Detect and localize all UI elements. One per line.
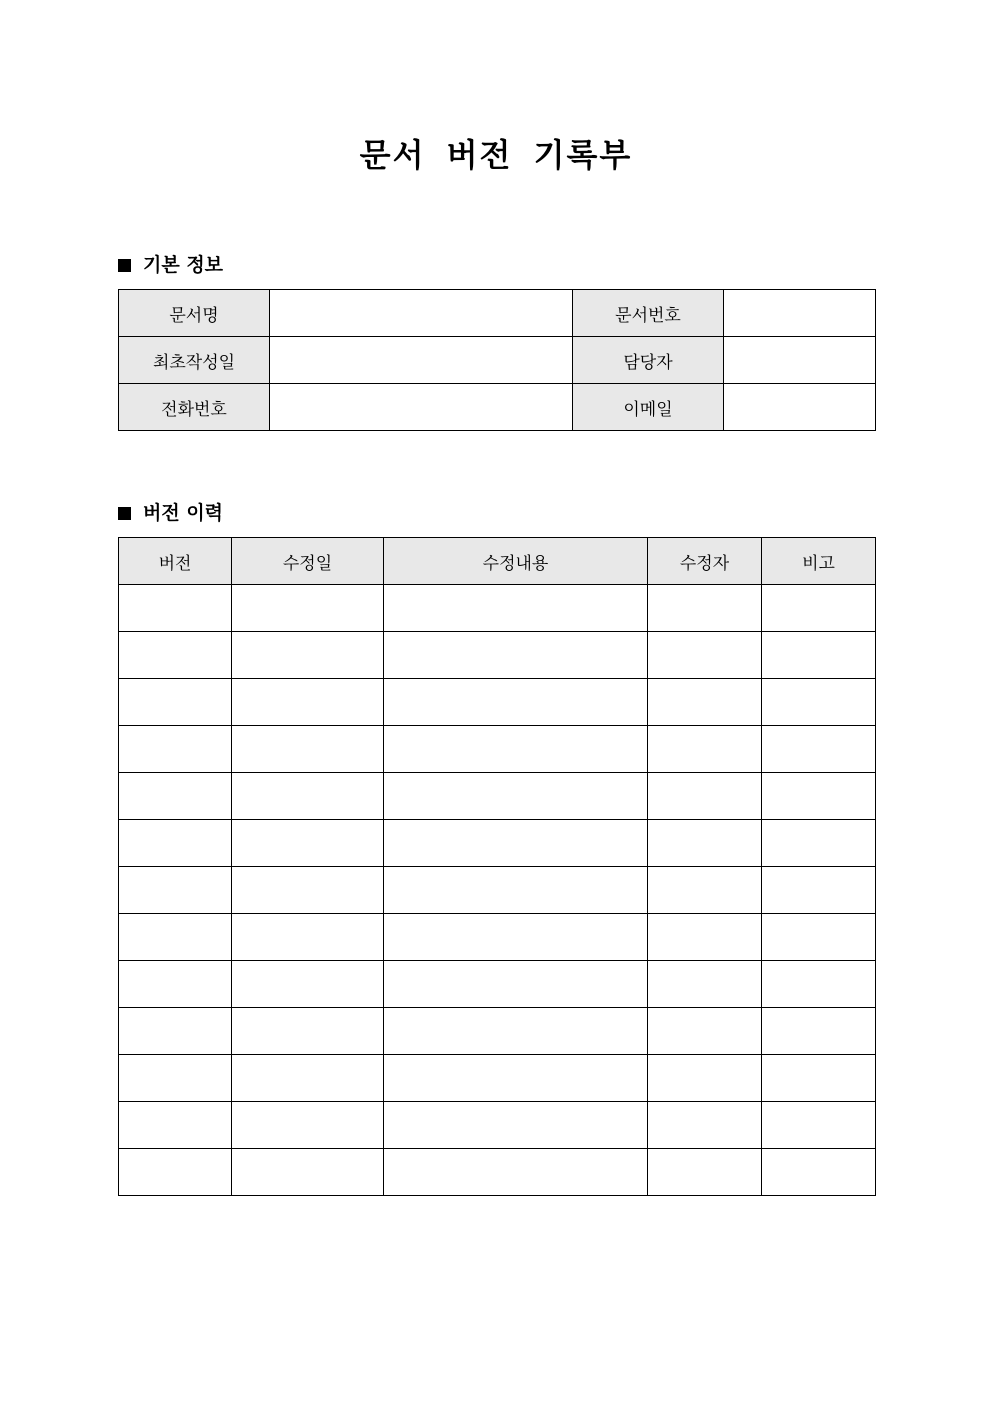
history-cell[interactable] xyxy=(119,773,232,820)
column-header: 수정자 xyxy=(648,538,762,585)
history-cell[interactable] xyxy=(232,1149,384,1196)
info-value-field[interactable] xyxy=(724,290,876,337)
history-cell[interactable] xyxy=(648,585,762,632)
version-history-table xyxy=(118,537,876,1196)
history-cell[interactable] xyxy=(232,961,384,1008)
table-header-row xyxy=(119,538,876,585)
history-cell[interactable] xyxy=(232,726,384,773)
page-title: 문서 버전 기록부 xyxy=(359,136,633,174)
history-cell[interactable] xyxy=(384,1008,648,1055)
section-heading-label: 버전 이력 xyxy=(143,502,224,524)
column-header: 수정내용 xyxy=(384,538,648,585)
history-cell[interactable] xyxy=(119,961,232,1008)
table-row xyxy=(119,1102,876,1149)
history-cell[interactable] xyxy=(384,820,648,867)
history-cell[interactable] xyxy=(762,914,876,961)
info-label: 최초작성일 xyxy=(119,337,270,384)
table-row xyxy=(119,867,876,914)
history-cell[interactable] xyxy=(648,632,762,679)
history-cell[interactable] xyxy=(762,773,876,820)
history-cell[interactable] xyxy=(648,820,762,867)
history-cell[interactable] xyxy=(648,914,762,961)
history-cell[interactable] xyxy=(762,867,876,914)
history-cell[interactable] xyxy=(119,914,232,961)
history-cell[interactable] xyxy=(762,1149,876,1196)
info-value-field[interactable] xyxy=(724,337,876,384)
table-row xyxy=(119,820,876,867)
history-cell[interactable] xyxy=(762,820,876,867)
history-cell[interactable] xyxy=(384,1102,648,1149)
history-cell[interactable] xyxy=(762,679,876,726)
history-cell[interactable] xyxy=(232,1008,384,1055)
info-row xyxy=(119,384,876,431)
table-row xyxy=(119,773,876,820)
history-cell[interactable] xyxy=(762,726,876,773)
history-cell[interactable] xyxy=(384,585,648,632)
info-label: 담당자 xyxy=(573,337,724,384)
info-value-field[interactable] xyxy=(724,384,876,431)
history-cell[interactable] xyxy=(384,773,648,820)
history-cell[interactable] xyxy=(762,1055,876,1102)
history-cell[interactable] xyxy=(232,1055,384,1102)
section-heading-label: 기본 정보 xyxy=(143,254,224,276)
info-row xyxy=(119,337,876,384)
history-cell[interactable] xyxy=(232,773,384,820)
history-cell[interactable] xyxy=(119,726,232,773)
history-cell[interactable] xyxy=(119,1008,232,1055)
history-cell[interactable] xyxy=(384,867,648,914)
info-label: 이메일 xyxy=(573,384,724,431)
square-bullet-icon xyxy=(118,507,131,520)
history-cell[interactable] xyxy=(232,1102,384,1149)
history-cell[interactable] xyxy=(384,961,648,1008)
table-row xyxy=(119,679,876,726)
history-cell[interactable] xyxy=(384,1149,648,1196)
table-row xyxy=(119,632,876,679)
column-header: 버전 xyxy=(119,538,232,585)
history-cell[interactable] xyxy=(648,679,762,726)
table-row xyxy=(119,1149,876,1196)
history-cell[interactable] xyxy=(384,679,648,726)
history-cell[interactable] xyxy=(648,1008,762,1055)
info-label: 전화번호 xyxy=(119,384,270,431)
history-cell[interactable] xyxy=(232,820,384,867)
history-cell[interactable] xyxy=(762,961,876,1008)
info-value-field[interactable] xyxy=(270,337,573,384)
history-cell[interactable] xyxy=(648,726,762,773)
history-cell[interactable] xyxy=(384,632,648,679)
history-cell[interactable] xyxy=(762,1008,876,1055)
history-cell[interactable] xyxy=(119,1149,232,1196)
history-cell[interactable] xyxy=(232,867,384,914)
history-cell[interactable] xyxy=(648,961,762,1008)
history-cell[interactable] xyxy=(119,1102,232,1149)
history-cell[interactable] xyxy=(119,679,232,726)
section-heading-version-history xyxy=(118,500,223,526)
history-cell[interactable] xyxy=(119,632,232,679)
history-cell[interactable] xyxy=(384,914,648,961)
info-label: 문서번호 xyxy=(573,290,724,337)
history-cell[interactable] xyxy=(119,820,232,867)
table-row xyxy=(119,914,876,961)
history-cell[interactable] xyxy=(232,679,384,726)
history-cell[interactable] xyxy=(232,914,384,961)
history-cell[interactable] xyxy=(762,632,876,679)
history-cell[interactable] xyxy=(384,726,648,773)
history-cell[interactable] xyxy=(232,585,384,632)
history-cell[interactable] xyxy=(232,632,384,679)
table-row xyxy=(119,1008,876,1055)
history-cell[interactable] xyxy=(119,585,232,632)
column-header: 수정일 xyxy=(232,538,384,585)
history-cell[interactable] xyxy=(119,867,232,914)
history-cell[interactable] xyxy=(762,585,876,632)
square-bullet-icon xyxy=(118,259,131,272)
history-cell[interactable] xyxy=(648,1149,762,1196)
table-row xyxy=(119,1055,876,1102)
column-header: 비고 xyxy=(762,538,876,585)
history-cell[interactable] xyxy=(762,1102,876,1149)
info-row xyxy=(119,290,876,337)
table-row xyxy=(119,961,876,1008)
table-row xyxy=(119,585,876,632)
history-cell[interactable] xyxy=(648,867,762,914)
section-heading-basic-info xyxy=(118,252,223,278)
info-value-field[interactable] xyxy=(270,384,573,431)
history-cell[interactable] xyxy=(119,1055,232,1102)
history-cell[interactable] xyxy=(648,1102,762,1149)
history-cell[interactable] xyxy=(648,1055,762,1102)
info-label: 문서명 xyxy=(119,290,270,337)
history-cell[interactable] xyxy=(384,1055,648,1102)
table-row xyxy=(119,726,876,773)
info-value-field[interactable] xyxy=(270,290,573,337)
basic-info-table xyxy=(118,289,876,431)
history-cell[interactable] xyxy=(648,773,762,820)
